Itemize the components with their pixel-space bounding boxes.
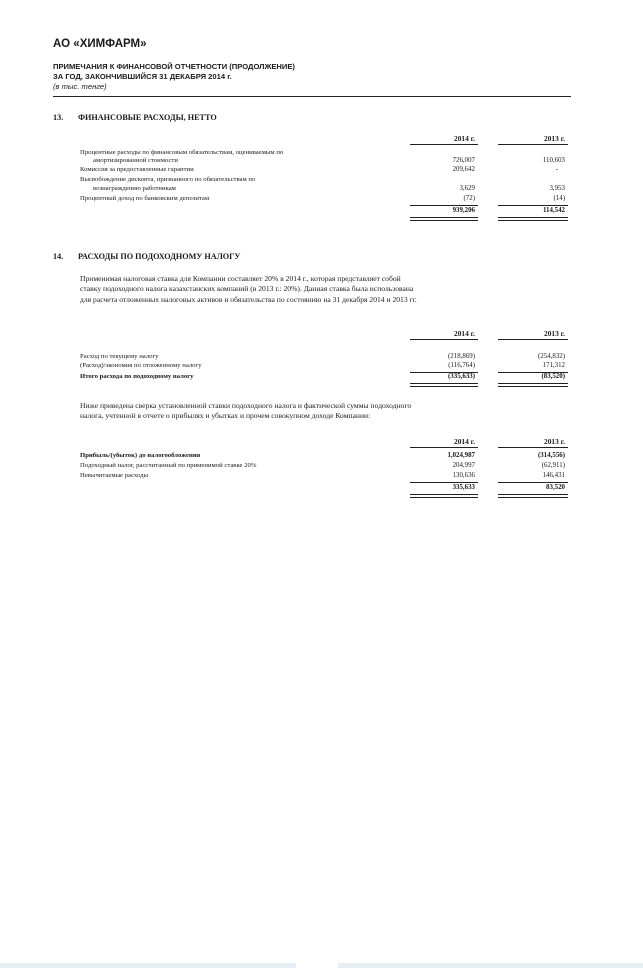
s14-paragraph-2: [80, 401, 570, 422]
s14-col-2013-rule: [498, 339, 568, 340]
s14-t2-total-double-rule-2014: [410, 494, 478, 498]
s14-col-2013: 2013 г.: [544, 329, 565, 338]
s14-t1-total-2013: (83,520): [541, 373, 565, 380]
s13-row-2013: 110,603: [542, 157, 565, 164]
header-rule: [53, 96, 571, 97]
s13-row-2014: 726,007: [452, 157, 475, 164]
s14-t2-total-2013: 83,520: [546, 484, 565, 491]
s14-t2-col-2013-rule: [498, 447, 568, 448]
s14-t2-row-2013: 146,431: [542, 472, 565, 479]
s14-col-2014: 2014 г.: [454, 329, 475, 338]
s13-row-label: Комиссия за предоставленные гарантии: [80, 166, 194, 173]
paragraph-line: ставку подоходного налога казахстанских компаний (в 2013 г.: 20%). Данная ставка была использована: [80, 284, 414, 294]
scan-bottom-gap: [296, 963, 338, 968]
s14-t2-row-label: Невычитаемые расходы: [80, 472, 149, 479]
header-notes-title: ПРИМЕЧАНИЯ К ФИНАНСОВОЙ ОТЧЕТНОСТИ (ПРОДОЛЖЕНИЕ): [53, 62, 295, 71]
s13-col-2013: 2013 г.: [544, 134, 565, 143]
s14-t2-subtotal-rule-2013: [498, 482, 568, 483]
s13-row-2013: (14): [553, 195, 565, 202]
s13-subtotal-rule-2014: [410, 205, 478, 206]
section-13-heading: [53, 113, 353, 125]
header-period: ЗА ГОД, ЗАКОНЧИВШИЙСЯ 31 ДЕКАБРЯ 2014 г.: [53, 72, 232, 81]
s13-row-label: амортизированной стоимости: [93, 157, 178, 164]
s13-col-2013-rule: [498, 144, 568, 145]
section-14-number: 14.: [53, 252, 64, 261]
s13-total-double-rule-2013: [498, 217, 568, 221]
company-name: АО «ХИМФАРМ»: [53, 38, 147, 50]
s14-paragraph-1: [80, 274, 570, 305]
section-14-heading: [53, 252, 373, 264]
paragraph-line: налога, учтенной в отчете о прибылях и убытках и прочем совокупном доходе Компании:: [80, 411, 371, 421]
s14-t2-row-2014: 204,997: [452, 462, 475, 469]
s14-t2-total-double-rule-2013: [498, 494, 568, 498]
s14-col-2014-rule: [410, 339, 478, 340]
s14-t2-row-2014: 1,024,987: [447, 452, 475, 459]
s13-row-2014: (72): [463, 195, 475, 202]
paragraph-line: Применимая налоговая ставка для Компании составляет 20% в 2014 г., которая представляет собой: [80, 274, 401, 283]
s13-row-label: вознаграждению работникам: [93, 185, 176, 192]
s14-t2-row-2014: 130,636: [452, 472, 475, 479]
s14-t2-col-2014-rule: [410, 447, 478, 448]
s14-t1-total-double-rule-2014: [410, 383, 478, 387]
s13-row-2014: 209,642: [452, 166, 475, 173]
s14-t2-row-2013: (62,911): [541, 462, 565, 469]
paragraph-line: Ниже приведена сверка установленной ставки подоходного налога и фактической суммы подоходного: [80, 401, 412, 410]
s14-t1-row-2013: (254,832): [538, 353, 565, 360]
s14-t2-col-2013: 2013 г.: [544, 437, 565, 446]
s14-t2-row-2013: (314,556): [538, 452, 565, 459]
header-currency: (в тыс. тенге): [53, 82, 107, 91]
section-14-title: РАСХОДЫ ПО ПОДОХОДНОМУ НАЛОГУ: [78, 252, 241, 261]
s14-t1-total-label: Итого расхода по подоходному налогу: [80, 373, 194, 380]
s14-t2-total-2014: 335,633: [452, 484, 475, 491]
s14-t1-row-2014: (218,869): [448, 353, 475, 360]
s14-t2-row-label: Прибыль/(убыток) до налогообложения: [80, 452, 201, 459]
s14-t1-total-double-rule-2013: [498, 383, 568, 387]
s13-row-label: Процентные расходы по финансовым обязательствам, оцениваемым по: [80, 149, 284, 156]
s13-total-double-rule-2014: [410, 217, 478, 221]
s14-t2-col-2014: 2014 г.: [454, 437, 475, 446]
s13-subtotal-rule-2013: [498, 205, 568, 206]
s13-row-2013: 3,953: [549, 185, 565, 192]
s14-t1-row-label: Расход по текущему налогу: [80, 353, 159, 360]
s13-row-2014: 3,629: [459, 185, 475, 192]
s13-total-2014: 939,206: [452, 207, 475, 214]
s14-t1-row-2014: (116,764): [448, 362, 475, 369]
s14-t2-row-label: Подоходный налог, рассчитанный по применимой ставке 20%: [80, 462, 257, 469]
s13-row-label: Высвобождение дисконта, признанного по обязательствам по: [80, 176, 256, 183]
s13-col-2014: 2014 г.: [454, 134, 475, 143]
s14-t1-total-2014: (335,633): [448, 373, 475, 380]
s13-total-2013: 114,542: [542, 207, 565, 214]
s13-col-2014-rule: [410, 144, 478, 145]
s14-t1-row-label: (Расход)/экономия по отложенному налогу: [80, 362, 202, 369]
s13-row-2013: -: [555, 166, 558, 173]
s13-row-label: Процентный доход по банковским депозитам: [80, 195, 210, 202]
section-13-title: ФИНАНСОВЫЕ РАСХОДЫ, НЕТТО: [78, 113, 217, 122]
paragraph-line: для расчета отложенных налоговых активов и обязательства по состоянию на 31 декабря 2014 и 2013 гг.: [80, 294, 417, 304]
section-13-number: 13.: [53, 113, 64, 122]
s14-t2-subtotal-rule-2014: [410, 482, 478, 483]
s14-t1-row-2013: 171,312: [542, 362, 565, 369]
